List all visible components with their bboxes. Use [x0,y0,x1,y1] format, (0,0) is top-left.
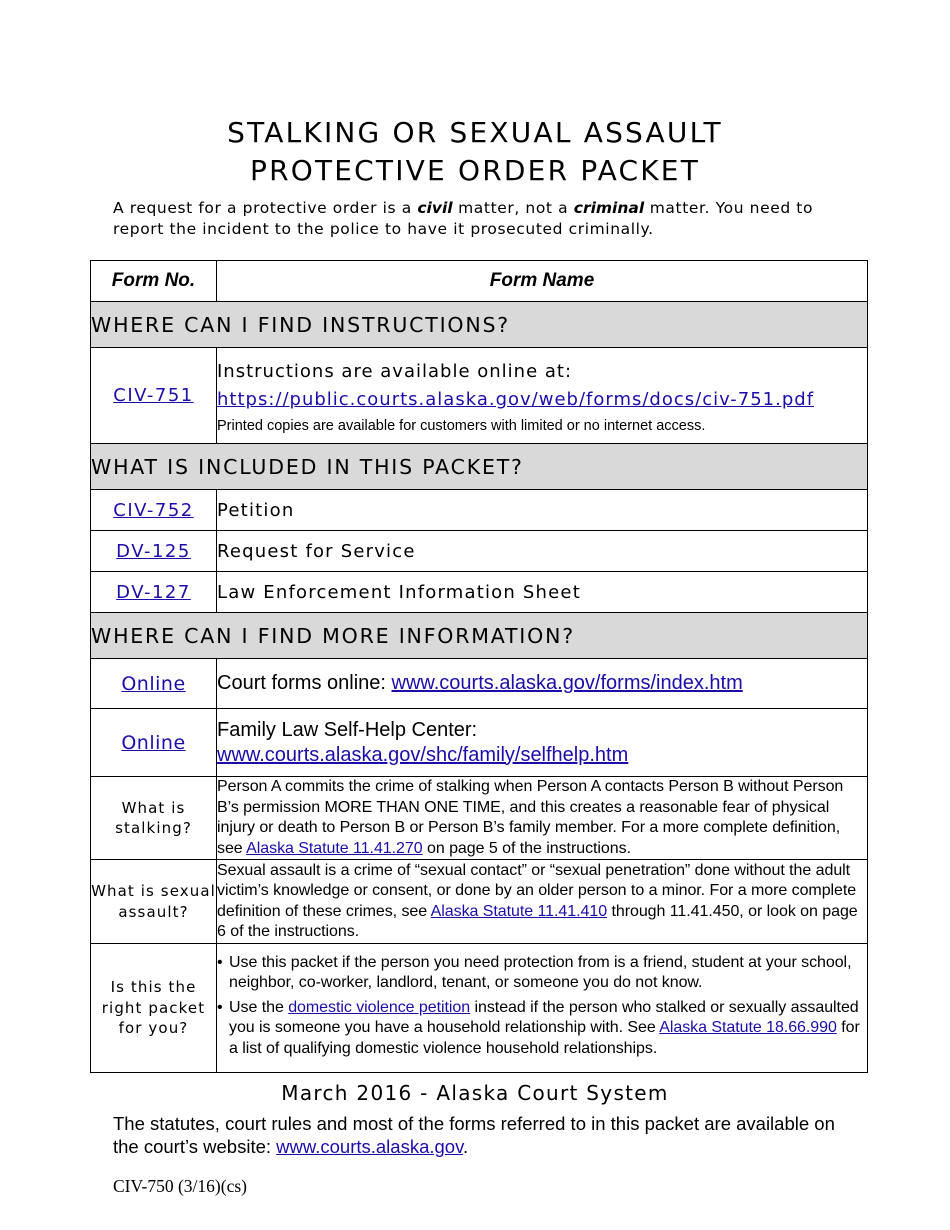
footer-note: The statutes, court rules and most of the forms referred to in this packet are available on the court’s website: www.courts.alaska.gov. [113,1113,835,1157]
online-link-forms[interactable]: Online [121,672,186,695]
printed-copies-note: Printed copies are available for customers with limited or no internet access. [217,417,706,434]
intro-part-1: A request for a protective order is a [113,199,418,217]
court-forms-url-link[interactable]: www.courts.alaska.gov/forms/index.htm [391,672,743,694]
statute-11-41-270-link[interactable]: Alaska Statute 11.41.270 [246,839,423,857]
section-heading: WHAT IS INCLUDED IN THIS PACKET? [91,444,868,490]
list-item: • Use the domestic violence petition instead if the person who stalked or sexually assaulted you is someone you have a household relationship with. See Alaska Statute 18.66.990 for a list of qualifying domestic violence household relationships. [217,998,867,1060]
title-line-2: PROTECTIVE ORDER PACKET [250,154,700,187]
instructions-text: Instructions are available online at: [217,360,573,382]
form-name-law-enforcement-sheet: Law Enforcement Information Sheet [217,572,868,613]
header-form-no: Form No. [91,261,217,302]
header-form-name: Form Name [217,261,868,302]
form-link-dv-127[interactable]: DV-127 [116,581,191,603]
section-more-info [91,613,868,659]
intro-part-3: matter. You need to report the incident to the police to have it prosecuted criminally. [113,199,814,238]
table-row [91,944,868,1073]
page-title [0,114,950,190]
courts-website-link[interactable]: www.courts.alaska.gov [276,1136,463,1157]
list-item: • Use this packet if the person you need protection from is a friend, student at your school, neighbor, co-worker, landlord, tenant, or someone you do not know. [217,953,867,994]
online-link-self-help[interactable]: Online [121,731,186,754]
stalking-definition: Person A commits the crime of stalking when Person A contacts Person B without Person B’s permission MORE THAN ONE TIME, and this creates a reasonable fear of physical injury or death to Person B or Person B’s family member. For a more complete definition, see Alaska Statute 11.41.270 on page 5 of the instructions. [217,777,868,860]
form-name-request-for-service: Request for Service [217,531,868,572]
table-row [91,709,868,777]
statute-18-66-990-link[interactable]: Alaska Statute 18.66.990 [659,1019,837,1037]
form-link-dv-125[interactable]: DV-125 [116,540,191,562]
stalking-question: What is stalking? [91,777,217,860]
title-line-1: STALKING OR SEXUAL ASSAULT [227,116,723,149]
assault-question: What is sexual assault? [91,860,217,944]
form-name-petition: Petition [217,490,868,531]
self-help-url-link[interactable]: www.courts.alaska.gov/shc/family/selfhelp.htm [217,743,629,766]
footer-date: March 2016 - Alaska Court System [281,1081,669,1105]
right-packet-question: Is this the right packet for you? [91,944,217,1073]
section-heading: WHERE CAN I FIND INSTRUCTIONS? [91,302,868,348]
form-id: CIV-750 (3/16)(cs) [113,1176,247,1196]
section-included [91,444,868,490]
section-heading: WHERE CAN I FIND MORE INFORMATION? [91,613,868,659]
instructions-url-link[interactable]: https://public.courts.alaska.gov/web/forms/docs/civ-751.pdf [217,388,815,410]
table-row [91,531,868,572]
table-header-row [91,261,868,302]
form-link-civ-752[interactable]: CIV-752 [113,499,194,521]
table-row [91,490,868,531]
table-row [91,348,868,444]
forms-table [90,260,868,1073]
section-instructions [91,302,868,348]
right-packet-list [217,953,867,1060]
intro-criminal: criminal [573,199,645,217]
intro-civil: civil [417,199,453,217]
self-help-label: Family Law Self-Help Center: [217,718,478,741]
table-row [91,777,868,860]
table-row [91,860,868,944]
statute-11-41-410-link[interactable]: Alaska Statute 11.41.410 [430,902,608,920]
table-row [91,572,868,613]
table-row [91,659,868,709]
assault-definition: Sexual assault is a crime of “sexual contact” or “sexual penetration” done without the adult victim’s knowledge or consent, or done by an older person to a minor. For a more complete definition of these crimes, see Alaska Statute 11.41.410 through 11.41.450, or look on page 6 of the instructions. [217,860,868,944]
court-forms-label: Court forms online: [217,672,392,694]
intro-paragraph [113,198,853,240]
dv-petition-link[interactable]: domestic violence petition [288,998,471,1016]
form-link-civ-751[interactable]: CIV-751 [113,385,194,406]
intro-part-2: matter, not a [452,199,574,217]
